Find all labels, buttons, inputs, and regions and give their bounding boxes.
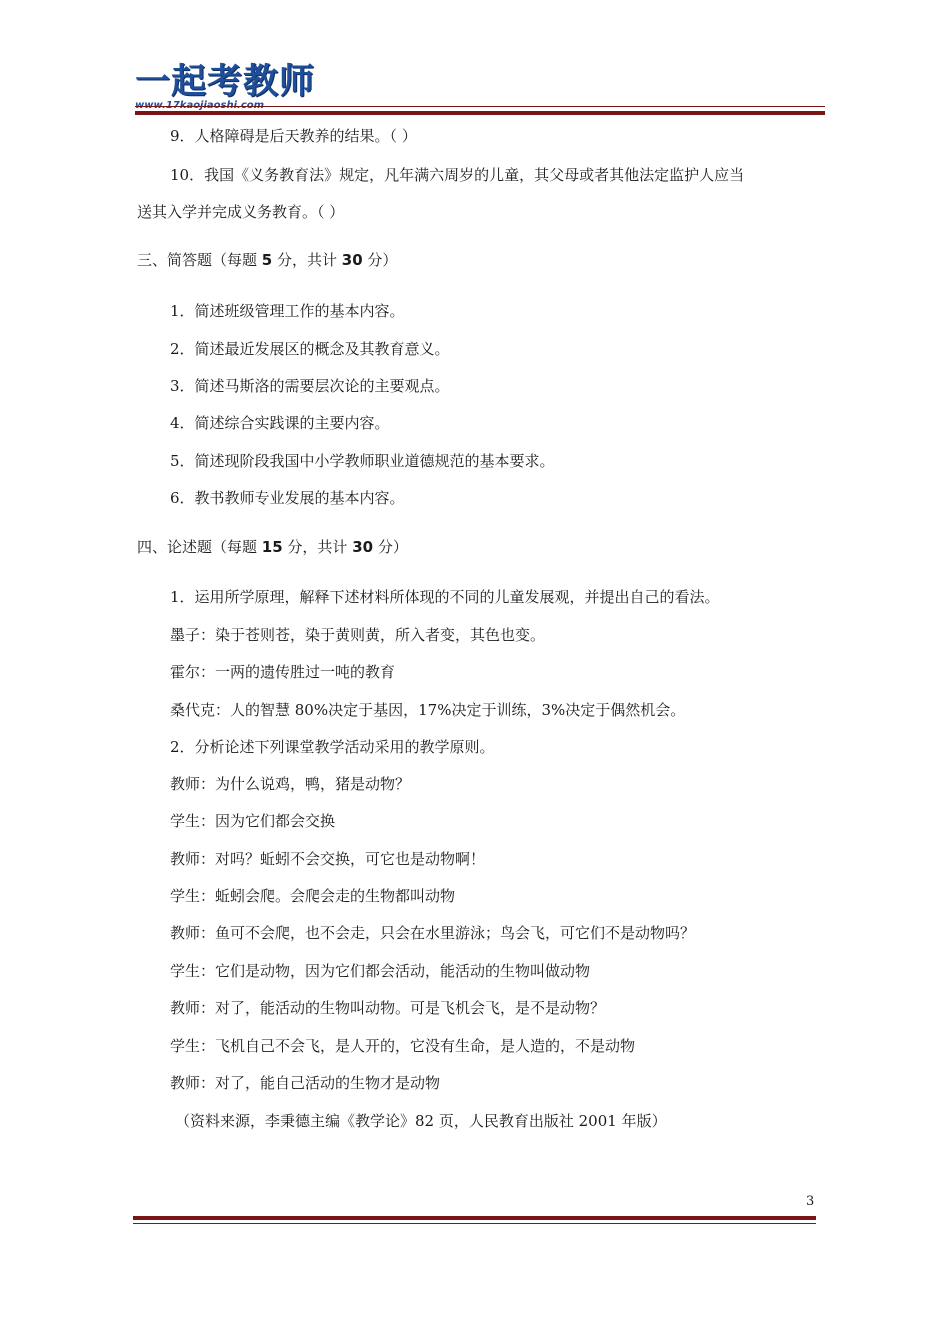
essay-line: 霍尔：一两的遗传胜过一吨的教育 <box>170 663 396 681</box>
dialogue-line: 学生：因为它们都会交换 <box>170 812 336 830</box>
header <box>135 62 825 117</box>
dialogue-line: 学生：它们是动物，因为它们都会活动，能活动的生物叫做动物 <box>170 962 591 980</box>
short-answer-item: 6．教书教师专业发展的基本内容。 <box>170 489 405 507</box>
logo: 一起考教师 <box>135 62 316 102</box>
short-answer-item: 5．简述现阶段我国中小学教师职业道德规范的基本要求。 <box>170 452 555 470</box>
question-10-line-1: 10．我国《义务教育法》规定，凡年满六周岁的儿童，其父母或者其他法定监护人应当 <box>170 166 745 184</box>
short-answer-item: 4．简述综合实践课的主要内容。 <box>170 414 390 432</box>
essay-line: 1．运用所学原理，解释下述材料所体现的不同的儿童发展观，并提出自己的看法。 <box>170 588 720 606</box>
short-answer-item: 1．简述班级管理工作的基本内容。 <box>170 302 405 320</box>
dialogue-line: 教师：对吗？蚯蚓不会交换，可它也是动物啊！ <box>170 850 486 868</box>
dialogue-line: 学生：飞机自己不会飞，是人开的，它没有生命，是人造的，不是动物 <box>170 1037 636 1055</box>
dialogue-line: 教师：对了，能自己活动的生物才是动物 <box>170 1074 441 1092</box>
question-9: 9．人格障碍是后天教养的结果。（ ） <box>170 127 417 145</box>
essay-line: 桑代克：人的智慧 80%决定于基因，17%决定于训练，3%决定于偶然机会。 <box>170 701 686 719</box>
source-citation: （资料来源，李秉德主编《教学论》82 页，人民教育出版社 2001 年版） <box>175 1112 667 1130</box>
header-rule-thin <box>135 106 825 107</box>
footer-rule-thick <box>133 1216 816 1220</box>
short-answer-item: 3．简述马斯洛的需要层次论的主要观点。 <box>170 377 450 395</box>
section-3-heading: 三、简答题（每题 5 分，共计 30 分） <box>137 251 398 269</box>
short-answer-item: 2．简述最近发展区的概念及其教育意义。 <box>170 340 450 358</box>
page-number: 3 <box>806 1194 815 1209</box>
header-rule-thick <box>135 111 825 115</box>
dialogue-line: 学生：蚯蚓会爬。会爬会走的生物都叫动物 <box>170 887 456 905</box>
essay-line: 2．分析论述下列课堂教学活动采用的教学原则。 <box>170 738 495 756</box>
footer-rule-thin <box>133 1223 816 1224</box>
section-4-heading: 四、论述题（每题 15 分，共计 30 分） <box>137 538 408 556</box>
essay-line: 墨子：染于苍则苍，染于黄则黄，所入者变，其色也变。 <box>170 626 546 644</box>
dialogue-line: 教师：鱼可不会爬，也不会走，只会在水里游泳；鸟会飞，可它们不是动物吗？ <box>170 924 696 942</box>
dialogue-line: 教师：对了，能活动的生物叫动物。可是飞机会飞，是不是动物？ <box>170 999 606 1017</box>
dialogue-line: 教师：为什么说鸡，鸭，猪是动物？ <box>170 775 411 793</box>
question-10-line-2: 送其入学并完成义务教育。（ ） <box>137 203 345 221</box>
